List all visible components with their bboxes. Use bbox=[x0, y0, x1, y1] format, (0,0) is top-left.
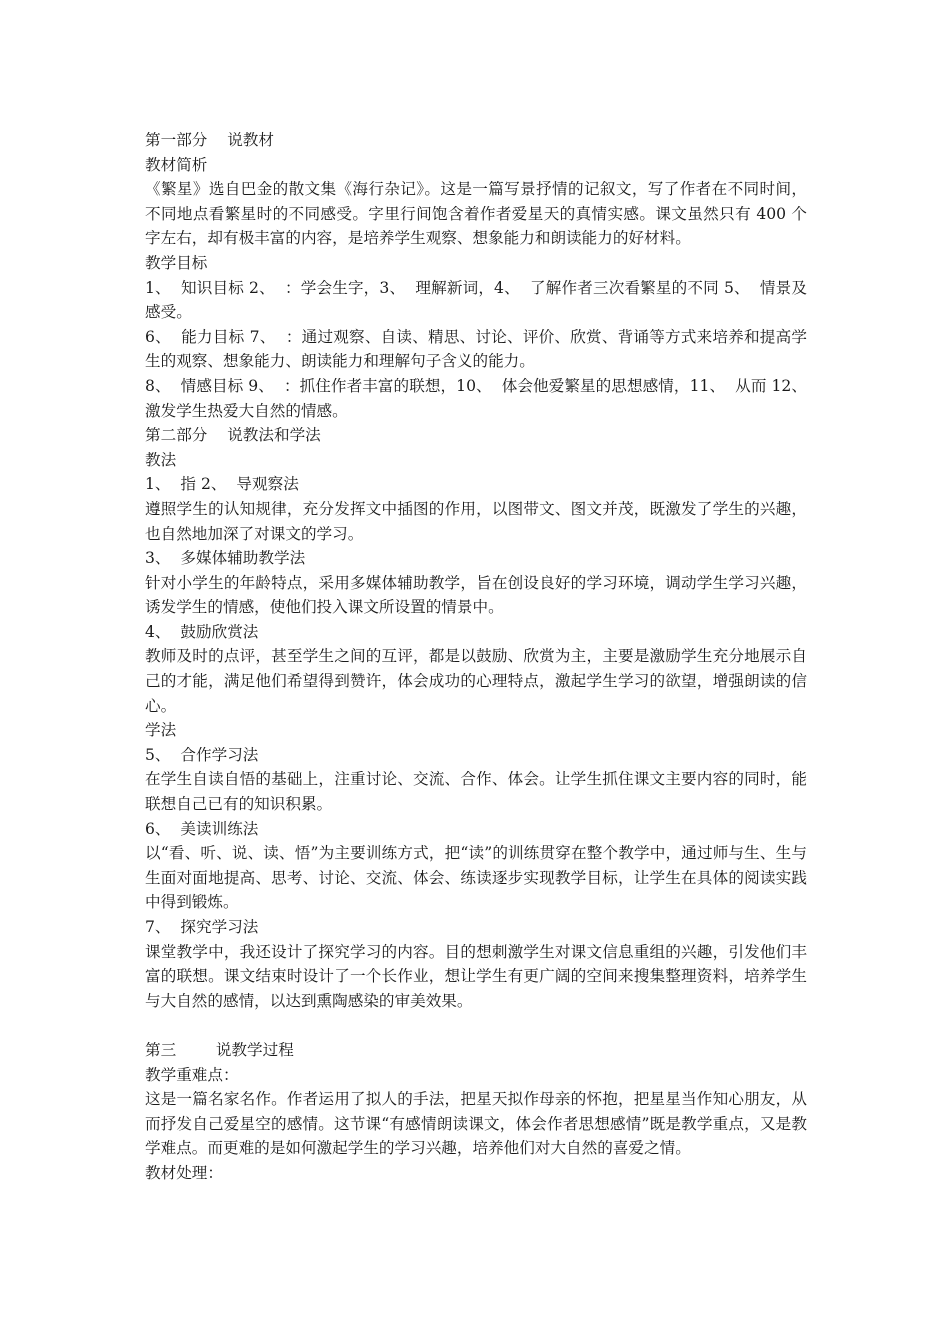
method-encouragement-title: 4、 鼓励欣赏法 bbox=[145, 622, 259, 641]
method-reading-training-title: 6、 美读训练法 bbox=[145, 819, 259, 838]
material-analysis-paragraph: 《繁星》选自巴金的散文集《海行杂记》。这是一篇写景抒情的记叙文，写了作者在不同时间，不同地点看繁星时的不同感受。字里行间饱含着作者爱星天的真情实感。课文虽然只有 400 个字左右，却有极丰富的内容，是培养学生观察、想象能力和朗读能力的好材料。 bbox=[145, 180, 807, 248]
part3-heading: 第三 说教学过程 bbox=[145, 1040, 294, 1059]
teaching-methods-heading: 教法 bbox=[145, 450, 177, 469]
material-handling-heading: 教材处理： bbox=[145, 1163, 223, 1182]
key-points-paragraph: 这是一篇名家名作。作者运用了拟人的手法，把星天拟作母亲的怀抱，把星星当作知心朋友，从而抒发自己爱星空的感情。这节课“有感情朗读课文，体会作者思想感情”既是教学重点，又是教学难点。而更难的是如何激起学生的学习兴趣，培养他们对大自然的喜爱之情。 bbox=[145, 1090, 807, 1158]
emotion-goal-item: 8、 情感目标 9、 ：抓住作者丰富的联想，10、 体会他爱繁星的思想感情，11、 从而 12、 激发学生热爱大自然的情感。 bbox=[145, 376, 817, 420]
method-multimedia-text: 针对小学生的年龄特点，采用多媒体辅助教学，旨在创设良好的学习环境，调动学生学习兴趣，诱发学生的情感，使他们投入课文所设置的情景中。 bbox=[145, 573, 807, 617]
blank-line bbox=[145, 1013, 807, 1038]
key-points-heading: 教学重难点： bbox=[145, 1065, 239, 1084]
method-cooperative-text: 在学生自读自悟的基础上，注重讨论、交流、合作、体会。让学生抓住课文主要内容的同时，能联想自己已有的知识积累。 bbox=[145, 770, 807, 814]
teaching-goals-heading: 教学目标 bbox=[145, 253, 208, 272]
ability-goal-item: 6、 能力目标 7、 ：通过观察、自读、精思、讨论、评价、欣赏、背诵等方式来培养和提高学生的观察、想象能力、朗读能力和理解句子含义的能力。 bbox=[145, 327, 807, 371]
part2-heading: 第二部分 说教法和学法 bbox=[145, 426, 321, 445]
method-guided-observation-text: 遵照学生的认知规律，充分发挥文中插图的作用，以图带文、图文并茂，既激发了学生的兴趣，也自然地加深了对课文的学习。 bbox=[145, 499, 807, 543]
method-inquiry-text: 课堂教学中，我还设计了探究学习的内容。目的想刺激学生对课文信息重组的兴趣，引发他们丰富的联想。课文结束时设计了一个长作业，想让学生有更广阔的空间来搜集整理资料，培养学生与大自然的感情，以达到熏陶感染的审美效果。 bbox=[145, 942, 807, 1010]
method-reading-training-text: 以“看、听、说、读、悟”为主要训练方式，把“读”的训练贯穿在整个教学中，通过师与生、生与生面对面地提高、思考、讨论、交流、体会、练读逐步实现教学目标，让学生在具体的阅读实践中得到锻炼。 bbox=[145, 844, 807, 912]
knowledge-goal-item: 1、 知识目标 2、 ：学会生字，3、 理解新词，4、 了解作者三次看繁星的不同 5、 情景及感受。 bbox=[145, 278, 807, 322]
method-inquiry-title: 7、 探究学习法 bbox=[145, 918, 259, 936]
document-page bbox=[145, 128, 817, 1186]
method-multimedia-title: 3、 多媒体辅助教学法 bbox=[145, 549, 306, 568]
part1-heading: 第一部分 说教材 bbox=[145, 131, 274, 149]
learning-methods-heading: 学法 bbox=[145, 721, 177, 740]
method-guided-observation-title: 1、 指 2、 导观察法 bbox=[145, 475, 299, 494]
method-cooperative-title: 5、 合作学习法 bbox=[145, 745, 259, 764]
material-analysis-heading: 教材简析 bbox=[145, 155, 208, 174]
method-encouragement-text: 教师及时的点评，甚至学生之间的互评，都是以鼓励、欣赏为主，主要是激励学生充分地展示自己的才能，满足他们希望得到赞许，体会成功的心理特点，激起学生学习的欲望，增强朗读的信心。 bbox=[145, 647, 807, 715]
